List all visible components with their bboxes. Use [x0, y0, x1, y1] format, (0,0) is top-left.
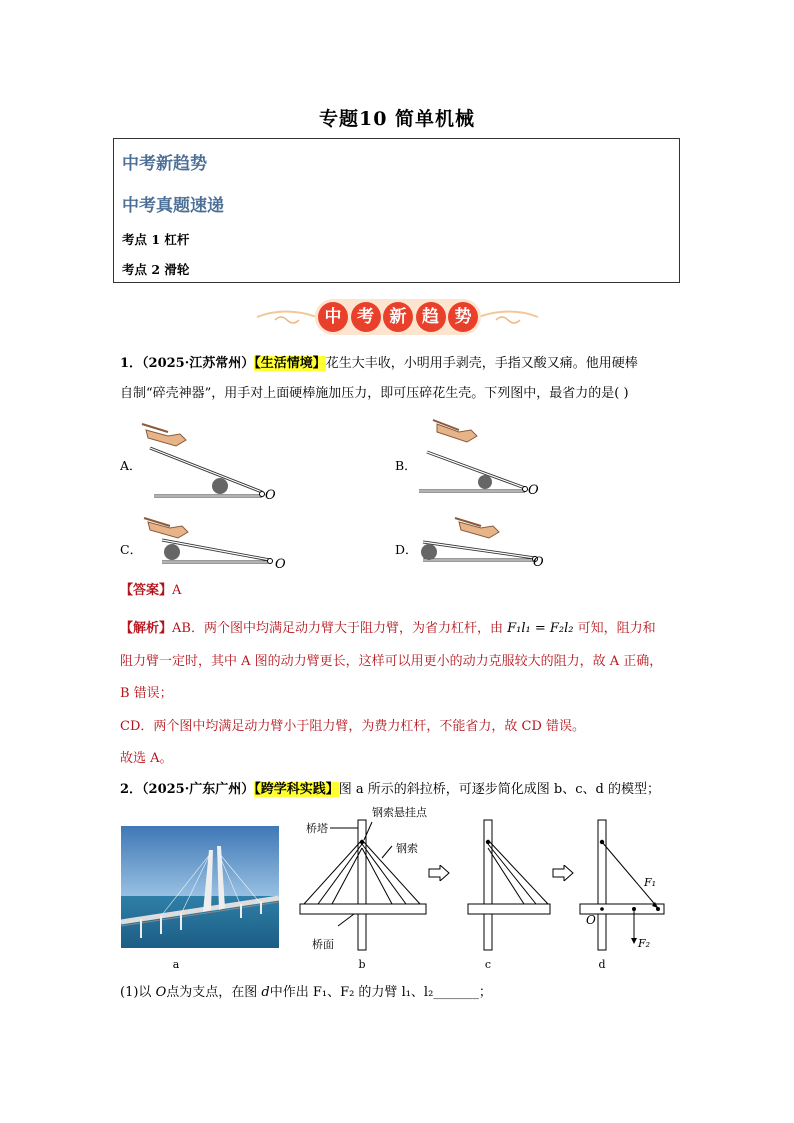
bridge-model-b [296, 818, 436, 952]
section-banner [255, 296, 540, 338]
figure-symbol: d [261, 985, 270, 1000]
pivot-label-o: O [586, 913, 596, 927]
toc-item-lever[interactable]: 考点 1 杠杆 [122, 232, 190, 247]
caption-d: d [598, 958, 606, 971]
option-b-figure[interactable] [415, 418, 565, 508]
arrow-right-icon [552, 865, 574, 881]
question-source: （2025·广东广州） [142, 782, 255, 797]
option-c-figure[interactable] [138, 512, 288, 572]
sub-question-text: 中作出 F₁、F₂ 的力臂 l₁、l₂ [269, 985, 434, 1000]
label-anchor-point: 钢索悬挂点 [372, 806, 427, 819]
page-title: 专题10 简单机械 [318, 108, 476, 130]
pivot-label-b: O [528, 483, 539, 498]
banner-char: 新 [383, 302, 413, 332]
table-of-contents [113, 138, 680, 283]
label-f1: F₁ [644, 876, 657, 889]
banner-char: 趋 [416, 302, 446, 332]
analysis-label: 【解析】 [120, 621, 173, 636]
analysis-line-4: CD．两个图中均满足动力臂小于阻力臂，为费力杠杆，不能省力，故 CD 错误。 [120, 719, 586, 734]
label-cable: 钢索 [396, 842, 418, 855]
caption-c: c [484, 958, 492, 971]
toc-heading-questions[interactable]: 中考真题速递 [122, 196, 224, 216]
arrow-right-icon [428, 865, 450, 881]
option-d-label[interactable]: D． [395, 542, 418, 557]
sub-question-text: 点为支点，在图 [166, 985, 262, 1000]
question-number: 1． [120, 356, 143, 371]
banner-char: 中 [318, 302, 348, 332]
bridge-model-c [464, 818, 554, 952]
analysis-line-3: B 错误； [120, 686, 173, 701]
bridge-photo [121, 826, 279, 948]
caption-a: a [172, 958, 180, 971]
label-f2: F₂ [638, 937, 651, 950]
analysis-line-2: 阻力臂一定时，其中 A 图的动力臂更长，这样可以用更小的动力克服较大的阻力，故 A 正确， [120, 654, 663, 669]
toc-heading-trends[interactable]: 中考新趋势 [122, 154, 207, 174]
sub-question-text: (1)以 [120, 985, 156, 1000]
question-tag: 【跨学科实践】 [254, 782, 339, 797]
question-2-line-1 [120, 782, 660, 798]
question-text: 花生大丰收，小明用手剥壳，手指又酸又痛。他用硬棒 [325, 356, 638, 371]
toc-item-pulley[interactable]: 考点 2 滑轮 [122, 262, 190, 277]
banner-char: 势 [448, 302, 478, 332]
pivot-label-a: O [265, 488, 276, 503]
question-source: （2025·江苏常州） [142, 356, 255, 371]
label-tower: 桥塔 [306, 822, 328, 835]
question-tag: 【生活情境】 [254, 356, 326, 371]
answer-label: 【答案】 [120, 583, 173, 598]
label-deck: 桥面 [312, 938, 334, 951]
pivot-label-c: O [275, 557, 286, 572]
pivot-label-d: O [533, 555, 544, 570]
sub-question-1 [120, 985, 492, 1001]
sub-question-text: ； [478, 985, 492, 1000]
analysis-text: AB．两个图中均满足动力臂大于阻力臂，为省力杠杆，由 [172, 621, 508, 636]
option-a-label[interactable]: A． [120, 458, 142, 473]
question-number: 2． [120, 782, 143, 797]
answer-blank[interactable]: _______ [433, 985, 479, 1000]
analysis-conclusion: 故选 A。 [120, 751, 173, 766]
answer-value: A [172, 583, 182, 598]
question-1-line-2: 自制“碎壳神器”，用手对上面硬棒施加压力，即可压碎花生壳。下列图中，最省力的是( ) [120, 386, 629, 401]
answer-line [120, 583, 181, 599]
question-text: 图 a 所示的斜拉桥，可逐步简化成图 b、c、d 的模型； [338, 782, 660, 797]
option-c-label[interactable]: C． [120, 542, 143, 557]
banner-char: 考 [351, 302, 381, 332]
caption-b: b [358, 958, 366, 971]
pivot-symbol: O [155, 985, 167, 1000]
analysis-text: 可知，阻力和 [573, 621, 656, 636]
analysis-line-1 [120, 621, 656, 637]
question-1-line-1 [120, 356, 638, 372]
bridge-model-d [578, 818, 673, 952]
option-b-label[interactable]: B． [395, 458, 417, 473]
formula: F₁l₁ = F₂l₂ [507, 621, 574, 636]
